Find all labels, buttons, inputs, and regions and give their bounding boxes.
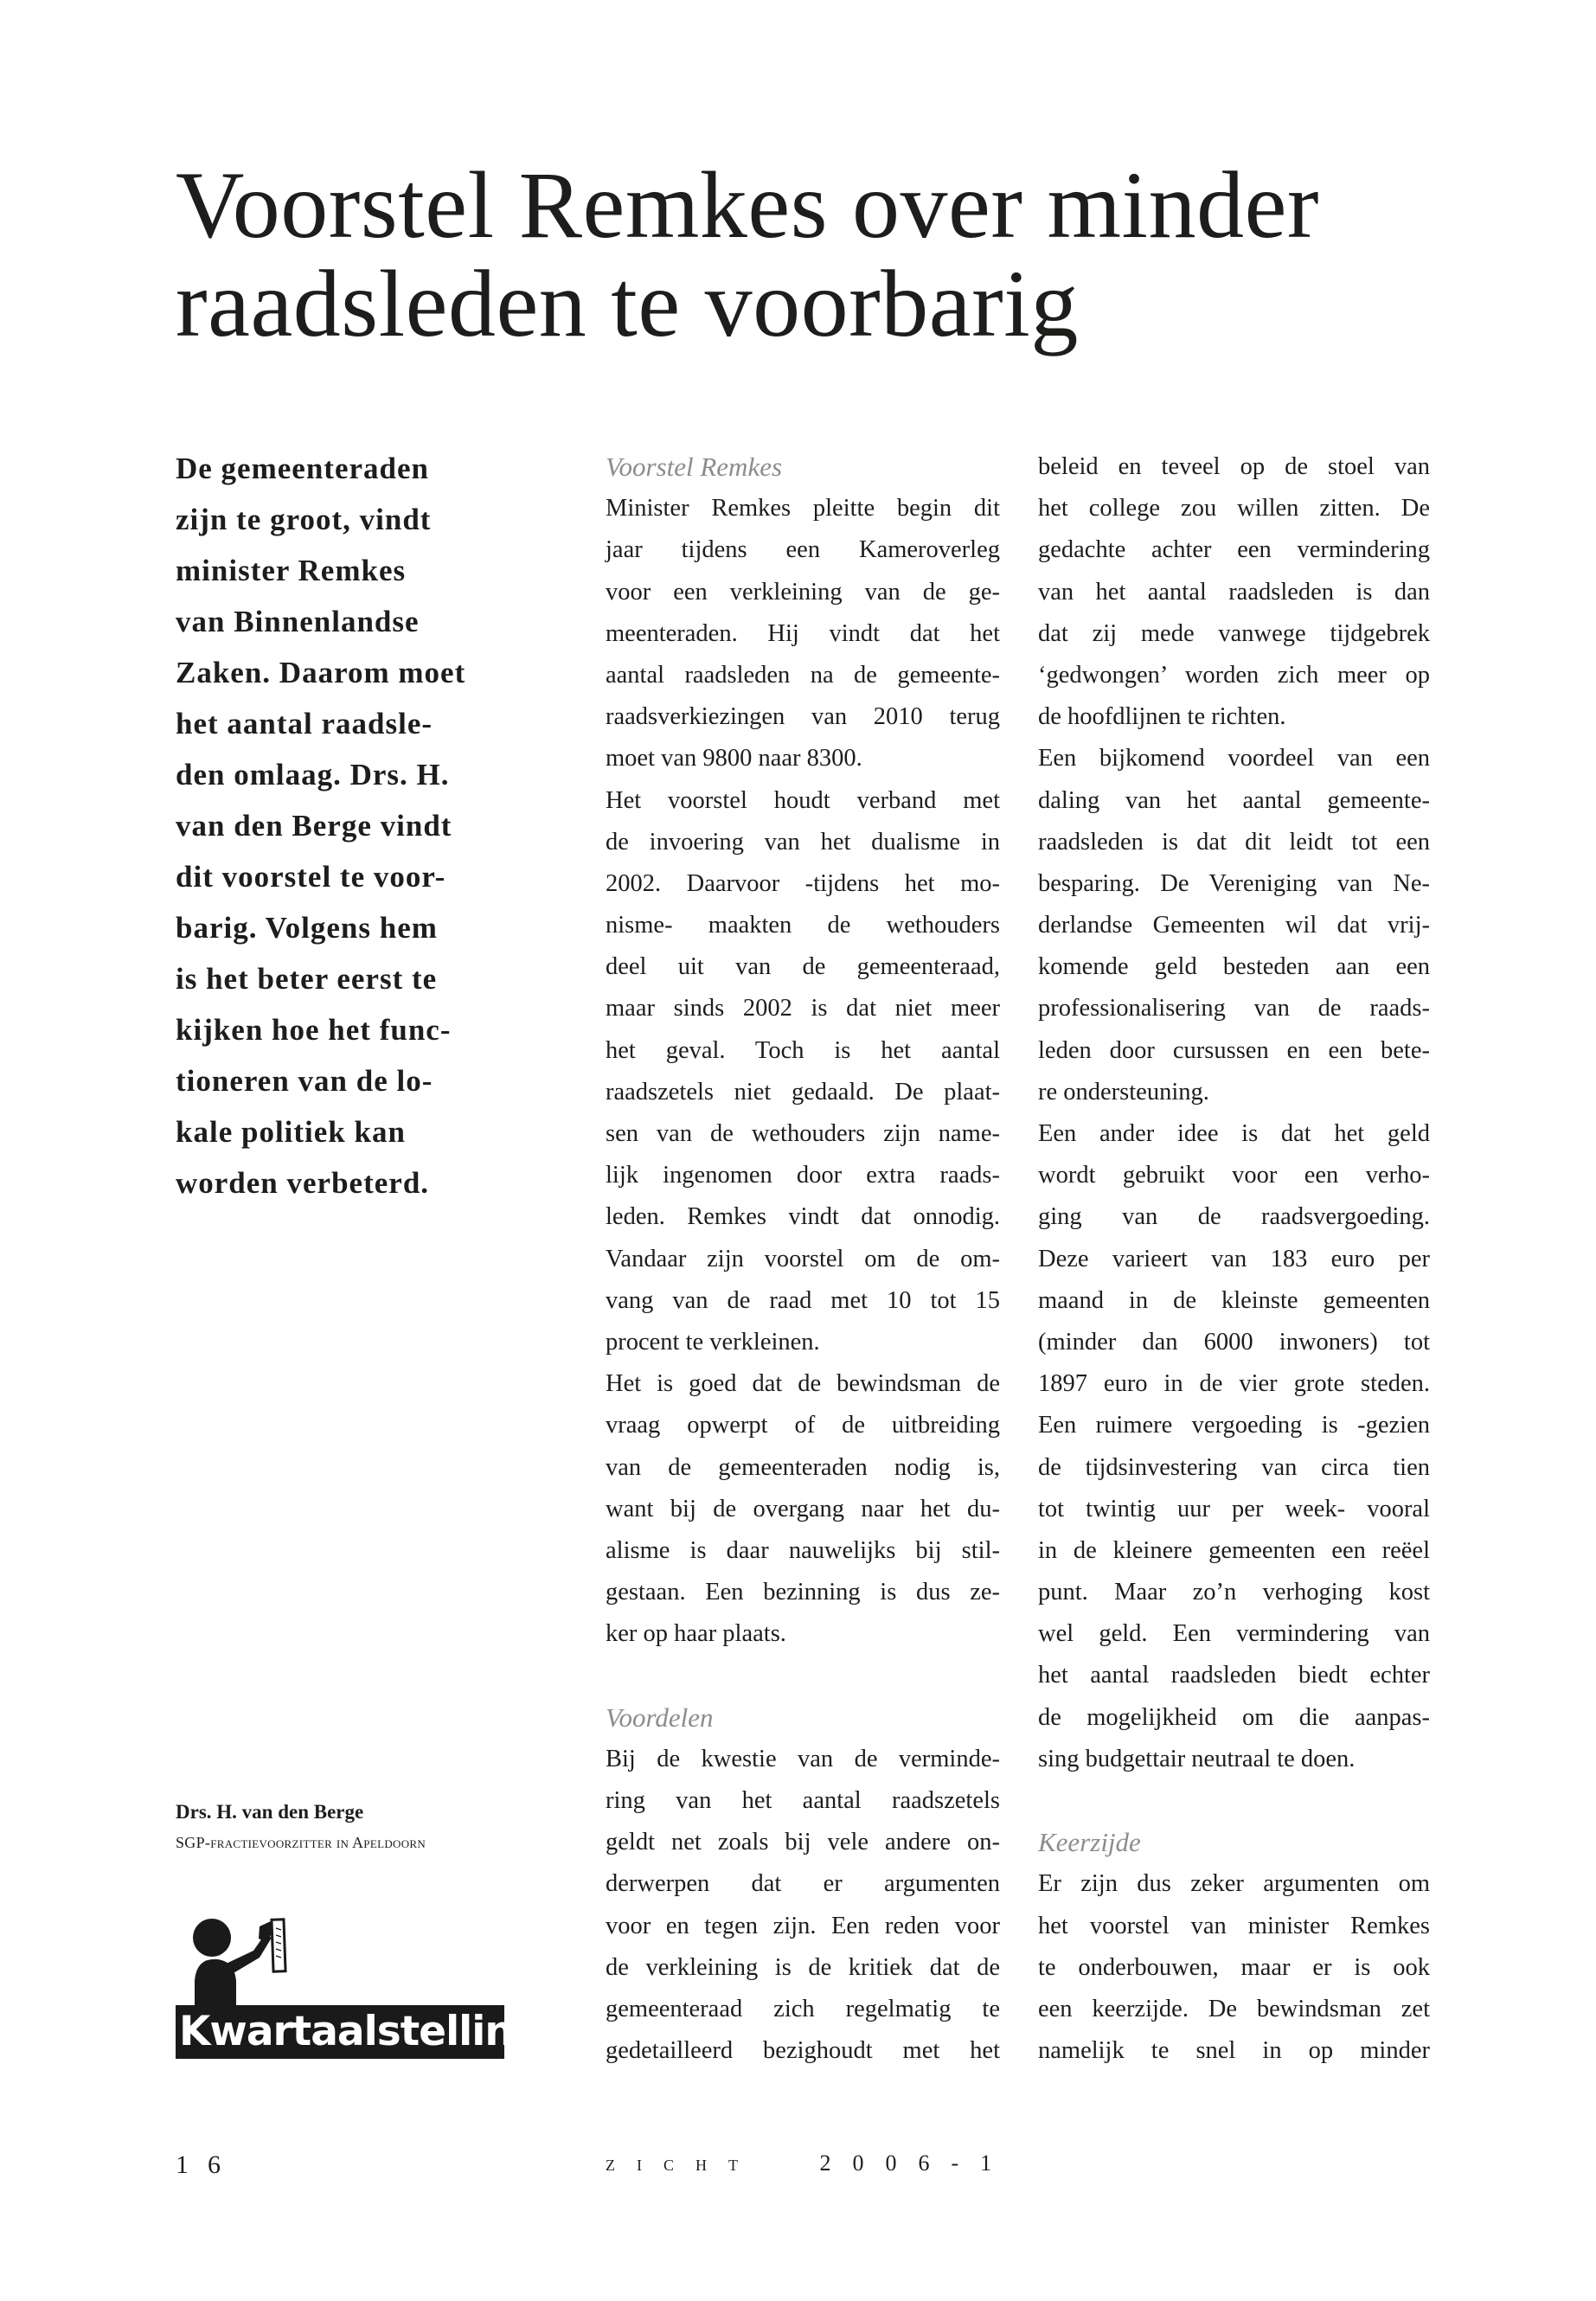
body-paragraph <box>606 780 1000 1364</box>
text-line: de verkleining is de kritiek dat de <box>606 1953 1000 1981</box>
text-line: wordt gebruikt voor een verho- <box>1038 1162 1430 1189</box>
page-number: 16 <box>176 2150 240 2179</box>
text-line: leden. Remkes vindt dat onnodig. <box>606 1203 1000 1231</box>
text-line: derlandse Gemeenten wil dat vrij- <box>1038 912 1430 939</box>
body-paragraph <box>606 1363 1000 1655</box>
lead-line: kale politiek kan <box>176 1115 406 1149</box>
figure-hammer-icon <box>176 1916 349 2007</box>
text-line: dat zij mede vanwege tijdgebrek <box>1038 619 1430 647</box>
text-line: van het aantal raadsleden is dan <box>1038 578 1430 606</box>
text-line: beleid en teveel op de stoel van <box>1038 453 1430 480</box>
article-title <box>176 152 1320 356</box>
section-heading: Voordelen <box>606 1702 714 1733</box>
text-line: aantal raadsleden na de gemeente- <box>606 661 1000 689</box>
body-paragraph <box>1038 1863 1430 2072</box>
text-line: vang van de raad met 10 tot 15 <box>606 1286 1000 1314</box>
text-line: voor en tegen zijn. Een reden voor <box>606 1912 1000 1939</box>
text-line: Een ander idee is dat het geld <box>1038 1120 1430 1147</box>
body-column-right <box>1038 446 1430 2072</box>
lead-line: tioneren van de lo- <box>176 1064 433 1098</box>
lead-line: is het beter eerst te <box>176 962 438 996</box>
text-line: re ondersteuning. <box>1038 1078 1209 1106</box>
text-line: meenteraden. Hij vindt dat het <box>606 619 1000 647</box>
article-title-line: Voorstel Remkes over minder <box>176 152 1320 258</box>
text-line: gestaan. Een bezinning is dus ze- <box>606 1579 1000 1606</box>
text-line: namelijk te snel in op minder <box>1038 2037 1430 2065</box>
text-line: ‘gedwongen’ worden zich meer op <box>1038 661 1430 689</box>
text-line: komende geld besteden aan een <box>1038 953 1430 981</box>
text-line: Bij de kwestie van de verminde- <box>606 1745 1000 1772</box>
text-line: het college zou willen zitten. De <box>1038 495 1430 522</box>
lead-line: minister Remkes <box>176 554 407 587</box>
lead-line: van den Berge vindt <box>176 809 452 843</box>
text-line: Het is goed dat de bewindsman de <box>606 1370 1000 1398</box>
text-line: geldt net zoals bij vele andere on- <box>606 1829 1000 1856</box>
text-line: gemeenteraad zich regelmatig te <box>606 1995 1000 2022</box>
body-paragraph <box>1038 446 1430 738</box>
text-line: raadsverkiezingen van 2010 terug <box>606 703 1000 731</box>
text-line: maand in de kleinste gemeenten <box>1038 1286 1430 1314</box>
text-line: de tijdsinvestering van circa tien <box>1038 1453 1430 1481</box>
text-line: leden door cursussen en een bete- <box>1038 1036 1430 1064</box>
text-line: tot twintig uur per week- vooral <box>1038 1495 1430 1522</box>
text-line: sen van de wethouders zijn name- <box>606 1120 1000 1147</box>
text-line: Een bijkomend voordeel van een <box>1038 745 1430 772</box>
lead-line: zijn te groot, vindt <box>176 503 432 536</box>
paragraph-gap <box>1038 1780 1430 1822</box>
text-line: de mogelijkheid om die aanpas- <box>1038 1703 1430 1731</box>
section-heading: Keerzijde <box>1038 1827 1141 1858</box>
text-line: de invoering van het dualisme in <box>606 828 1000 856</box>
text-line: de hoofdlijnen te richten. <box>1038 703 1286 731</box>
text-line: raadszetels niet gedaald. De plaat- <box>606 1078 1000 1106</box>
text-line: daling van het aantal gemeente- <box>1038 786 1430 814</box>
author-role: SGP-fractievoorzitter in Apeldoorn <box>176 1834 426 1851</box>
text-line: besparing. De Vereniging van Ne- <box>1038 869 1430 897</box>
text-line: wel geld. Een vermindering van <box>1038 1620 1430 1648</box>
text-line: Het voorstel houdt verband met <box>606 786 1000 814</box>
text-line: moet van 9800 naar 8300. <box>606 745 862 772</box>
text-line: want bij de overgang naar het du- <box>606 1495 1000 1522</box>
text-line: professionalisering van de raads- <box>1038 995 1430 1022</box>
body-column-middle <box>606 446 1000 2072</box>
text-line: sing budgettair neutraal te doen. <box>1038 1745 1356 1772</box>
lead-line: den omlaag. Drs. H. <box>176 758 450 792</box>
text-line: Deze varieert van 183 euro per <box>1038 1245 1430 1272</box>
text-line: Minister Remkes pleitte begin dit <box>606 495 1000 522</box>
body-paragraph <box>606 1739 1000 2073</box>
lead-line: het aantal raadsle- <box>176 707 433 740</box>
text-line: het geval. Toch is het aantal <box>606 1036 1000 1064</box>
text-line: van de gemeenteraden nodig is, <box>606 1453 1000 1481</box>
text-line: 1897 euro in de vier grote steden. <box>1038 1370 1430 1398</box>
lead-line: worden verbeterd. <box>176 1166 430 1200</box>
text-line: lijk ingenomen door extra raads- <box>606 1162 1000 1189</box>
text-line: derwerpen dat er argumenten <box>606 1870 1000 1898</box>
paragraph-gap <box>606 1655 1000 1696</box>
text-line: ring van het aantal raadszetels <box>606 1787 1000 1814</box>
kwartaalstelling-logo <box>176 1916 542 2063</box>
text-line: procent te verkleinen. <box>606 1328 820 1356</box>
lead-line: barig. Volgens hem <box>176 911 438 945</box>
text-line: het aantal raadsleden biedt echter <box>1038 1662 1430 1689</box>
text-line: jaar tijdens een Kameroverleg <box>606 536 1000 564</box>
lead-line: van Binnenlandse <box>176 605 420 638</box>
lead-line: dit voorstel te voor- <box>176 860 446 894</box>
logo-label: Kwartaalstelling <box>176 2005 504 2059</box>
text-line: alisme is daar nauwelijks bij stil- <box>606 1536 1000 1564</box>
text-line: gedetailleerd bezighoudt met het <box>606 2037 1000 2065</box>
text-line: voor een verkleining van de ge- <box>606 578 1000 606</box>
lead-line: Zaken. Daarom moet <box>176 656 466 689</box>
text-line: een keerzijde. De bewindsman zet <box>1038 1995 1430 2022</box>
body-paragraph <box>1038 738 1430 1113</box>
article-title-line: raadsleden te voorbarig <box>176 251 1079 356</box>
lead-line: kijken hoe het func- <box>176 1013 452 1047</box>
text-line: in de kleinere gemeenten een reëel <box>1038 1536 1430 1564</box>
text-line: nisme- maakten de wethouders <box>606 912 1000 939</box>
lead-paragraph <box>176 443 522 1208</box>
text-line: het voorstel van minister Remkes <box>1038 1912 1430 1939</box>
text-line: deel uit van de gemeenteraad, <box>606 953 1000 981</box>
text-line: (minder dan 6000 inwoners) tot <box>1038 1328 1430 1356</box>
text-line: maar sinds 2002 is dat niet meer <box>606 995 1000 1022</box>
section-heading: Voorstel Remkes <box>606 452 783 482</box>
text-line: Er zijn dus zeker argumenten om <box>1038 1870 1430 1898</box>
author-name: Drs. H. van den Berge <box>176 1801 364 1823</box>
text-line: raadsleden is dat dit leidt tot een <box>1038 828 1430 856</box>
text-line: vraag opwerpt of de uitbreiding <box>606 1412 1000 1439</box>
running-footer: zicht 2006-1 <box>606 2150 1014 2176</box>
text-line: 2002. Daarvoor -tijdens het mo- <box>606 869 1000 897</box>
text-line: ker op haar plaats. <box>606 1620 786 1648</box>
text-line: Vandaar zijn voorstel om de om- <box>606 1245 1000 1272</box>
lead-line: De gemeenteraden <box>176 452 429 485</box>
text-line: ging van de raadsvergoeding. <box>1038 1203 1430 1231</box>
text-line: te onderbouwen, maar er is ook <box>1038 1953 1430 1981</box>
text-line: Een ruimere vergoeding is -gezien <box>1038 1412 1430 1439</box>
body-paragraph <box>606 488 1000 779</box>
text-line: gedachte achter een vermindering <box>1038 536 1430 564</box>
body-paragraph <box>1038 1113 1430 1780</box>
text-line: punt. Maar zo’n verhoging kost <box>1038 1579 1430 1606</box>
